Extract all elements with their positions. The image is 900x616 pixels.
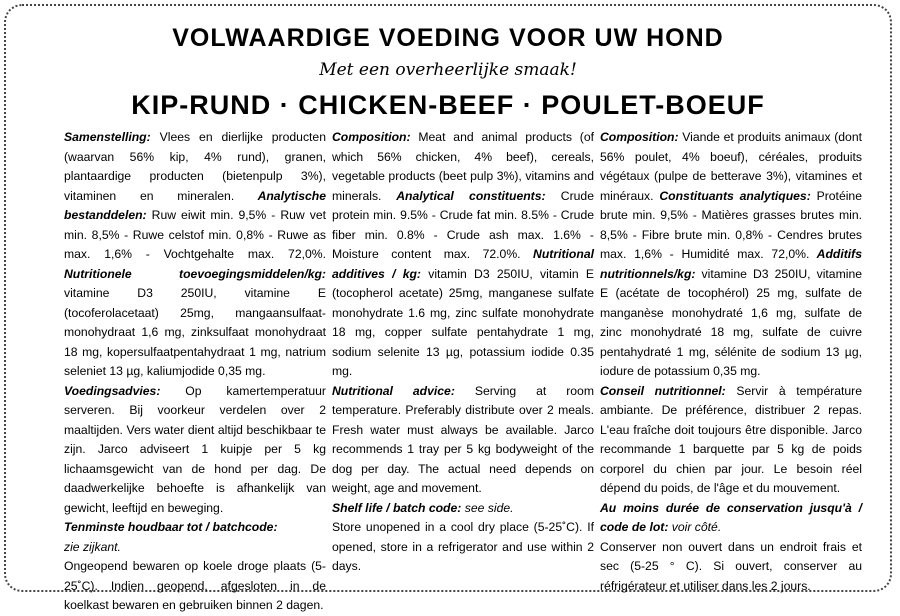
composition-paragraph bbox=[64, 128, 326, 382]
shelf-life-heading: Shelf life / batch code: bbox=[332, 500, 462, 515]
shelf-life-text: voir côté. bbox=[668, 520, 722, 534]
shelf-life-heading: Au moins durée de conservation jusqu'à / code de lot: bbox=[600, 500, 862, 534]
additives-heading: Additifs nutritionnels/kg: bbox=[600, 247, 862, 281]
analytical-heading: Analytical constituents: bbox=[381, 188, 546, 203]
advice-text: Servir à température ambiante. De préférence, distribuer 2 repas. L'eau fraîche doit toujours être disponible. Jarco recommande 1 barquette par 5 kg de poids corporel du chien par jour. Le besoin réel dépend du poids, de l'âge et du mouvement. bbox=[600, 383, 862, 495]
storage-text: Ongeopend bewaren op koele droge plaats (5-25˚C). Indien geopend, afgesloten in de koelkast bewaren en gebruiken binnen 2 dagen. bbox=[64, 559, 326, 612]
composition-paragraph bbox=[600, 128, 862, 382]
advice-paragraph bbox=[600, 382, 862, 499]
advice-heading: Conseil nutritionnel: bbox=[600, 383, 726, 398]
advice-paragraph bbox=[332, 382, 594, 499]
analytical-text: Protéine brute min. 9,5% - Matières grasses brutes min. 8,5% - Fibre brute min. 0,8% - Cendres brutes max. 1,6% - Humidité max. 72,0%. bbox=[600, 188, 862, 261]
analytical-text: Crude protein min. 9.5% - Crude fat min. 8.5% - Crude fiber min. 0.8% - Crude ash max. 1.6% - Moisture content max. 72.0%. bbox=[332, 188, 594, 261]
shelf-life-heading: Tenminste houdbaar tot / batchcode: bbox=[64, 520, 278, 534]
storage-text: Conserver non ouvert dans un endroit frais et sec (5-25 ° C). Si ouvert, conserver au réfrigérateur et utiliser dans les 2 jours. bbox=[600, 539, 862, 593]
additives-text: vitamine D3 250IU, vitamine E (tocoferolacetaat) 25mg, mangaansulfaat-monohydraat 1,6 mg, zinksulfaat monohydraat 18 mg, kopersulfaatpentahydraat 1 mg, natrium seleniet 13 µg, kaliumjodide 0,35 mg. bbox=[64, 286, 326, 378]
additives-heading: Nutritional additives / kg: bbox=[332, 247, 594, 281]
advice-heading: Voedingsadvies: bbox=[64, 383, 161, 398]
shelf-life-paragraph bbox=[600, 499, 862, 538]
advice-text: Serving at room temperature. Preferably distribute over 2 meals. Fresh water must always be available. Jarco recommends 1 tray per 5 kg bodyweight of the dog per day. The actual need depends on weight, age and movement. bbox=[332, 383, 594, 495]
shelf-life-text: see side. bbox=[461, 500, 514, 515]
label-title: VOLWAARDIGE VOEDING VOOR UW HOND bbox=[172, 24, 724, 52]
column-french bbox=[600, 128, 862, 596]
analytical-heading: Analytische bestanddelen: bbox=[64, 188, 326, 222]
analytical-text: Ruw eiwit min. 9,5% - Ruw vet min. 8,5% - Ruwe celstof min. 0,8% - Ruwe as max. 1,6% - Vochtgehalte max. 72,0%. bbox=[64, 208, 326, 261]
product-label bbox=[4, 4, 892, 612]
shelf-life-paragraph bbox=[332, 499, 594, 519]
column-dutch bbox=[64, 128, 326, 616]
shelf-life-text: zie zijkant. bbox=[64, 539, 121, 554]
label-tagline: Met een overheerlijke smaak! bbox=[319, 60, 577, 80]
composition-text: Viande et produits animaux (dont 56% poulet, 4% boeuf), céréales, produits végétaux (pulpe de betterave 3%), vitamines et minéraux. bbox=[600, 130, 862, 203]
additives-text: vitamine D3 250IU, vitamine E (acétate de tocophérol) 25 mg, sulfate de manganèse monohydraté 1,6 mg, sulfate de zinc monohydraté 18 mg, sulfate de cuivre pentahydraté 1 mg, sélénite de sodium 13 µg, iodure de potassium 0,35 mg. bbox=[600, 266, 862, 378]
column-english bbox=[332, 128, 594, 577]
additives-text: vitamin D3 250IU, vitamin E (tocopherol acetate) 25mg, manganese sulfate monohydrate 1.6 mg, zinc sulfate monohydrate 18 mg, copper sulfate pentahydrate 1 mg, sodium selenite 13 µg, potassium iodide 0.35 mg. bbox=[332, 266, 594, 378]
composition-heading: Composition: bbox=[600, 130, 679, 144]
additives-heading: Nutritionele toevoegingsmiddelen/kg: bbox=[64, 266, 326, 281]
composition-text: Meat and animal products (of which 56% chicken, 4% beef), cereals, vegetable products (beet pulp 3%), vitamins and minerals. bbox=[332, 130, 594, 203]
flavor-line: KIP-RUND · CHICKEN-BEEF · POULET-BOEUF bbox=[131, 90, 765, 120]
advice-paragraph bbox=[64, 382, 326, 519]
analytical-heading: Constituants analytiques: bbox=[653, 188, 811, 203]
composition-heading: Samenstelling: bbox=[64, 130, 151, 144]
advice-heading: Nutritional advice: bbox=[332, 383, 455, 398]
composition-heading: Composition: bbox=[332, 130, 411, 144]
composition-text: Vlees en dierlijke producten (waarvan 56% kip, 4% rund), granen, plantaardige producten (bietenpulp 3%), vitaminen en mineralen. bbox=[64, 130, 326, 203]
composition-paragraph bbox=[332, 128, 594, 382]
storage-text: Store unopened in a cool dry place (5-25˚C). If opened, store in a refrigerator and use within 2 days. bbox=[332, 520, 594, 573]
advice-text: Op kamertemperatuur serveren. Bij voorkeur verdelen over 2 maaltijden. Vers water dient altijd beschikbaar te zijn. Jarco adviseert 1 kuipje per 5 kg lichaamsgewicht van de hond per dag. De daadwerkelijke behoefte is afhankelijk van gewicht, leeftijd en beweging. bbox=[64, 383, 326, 515]
